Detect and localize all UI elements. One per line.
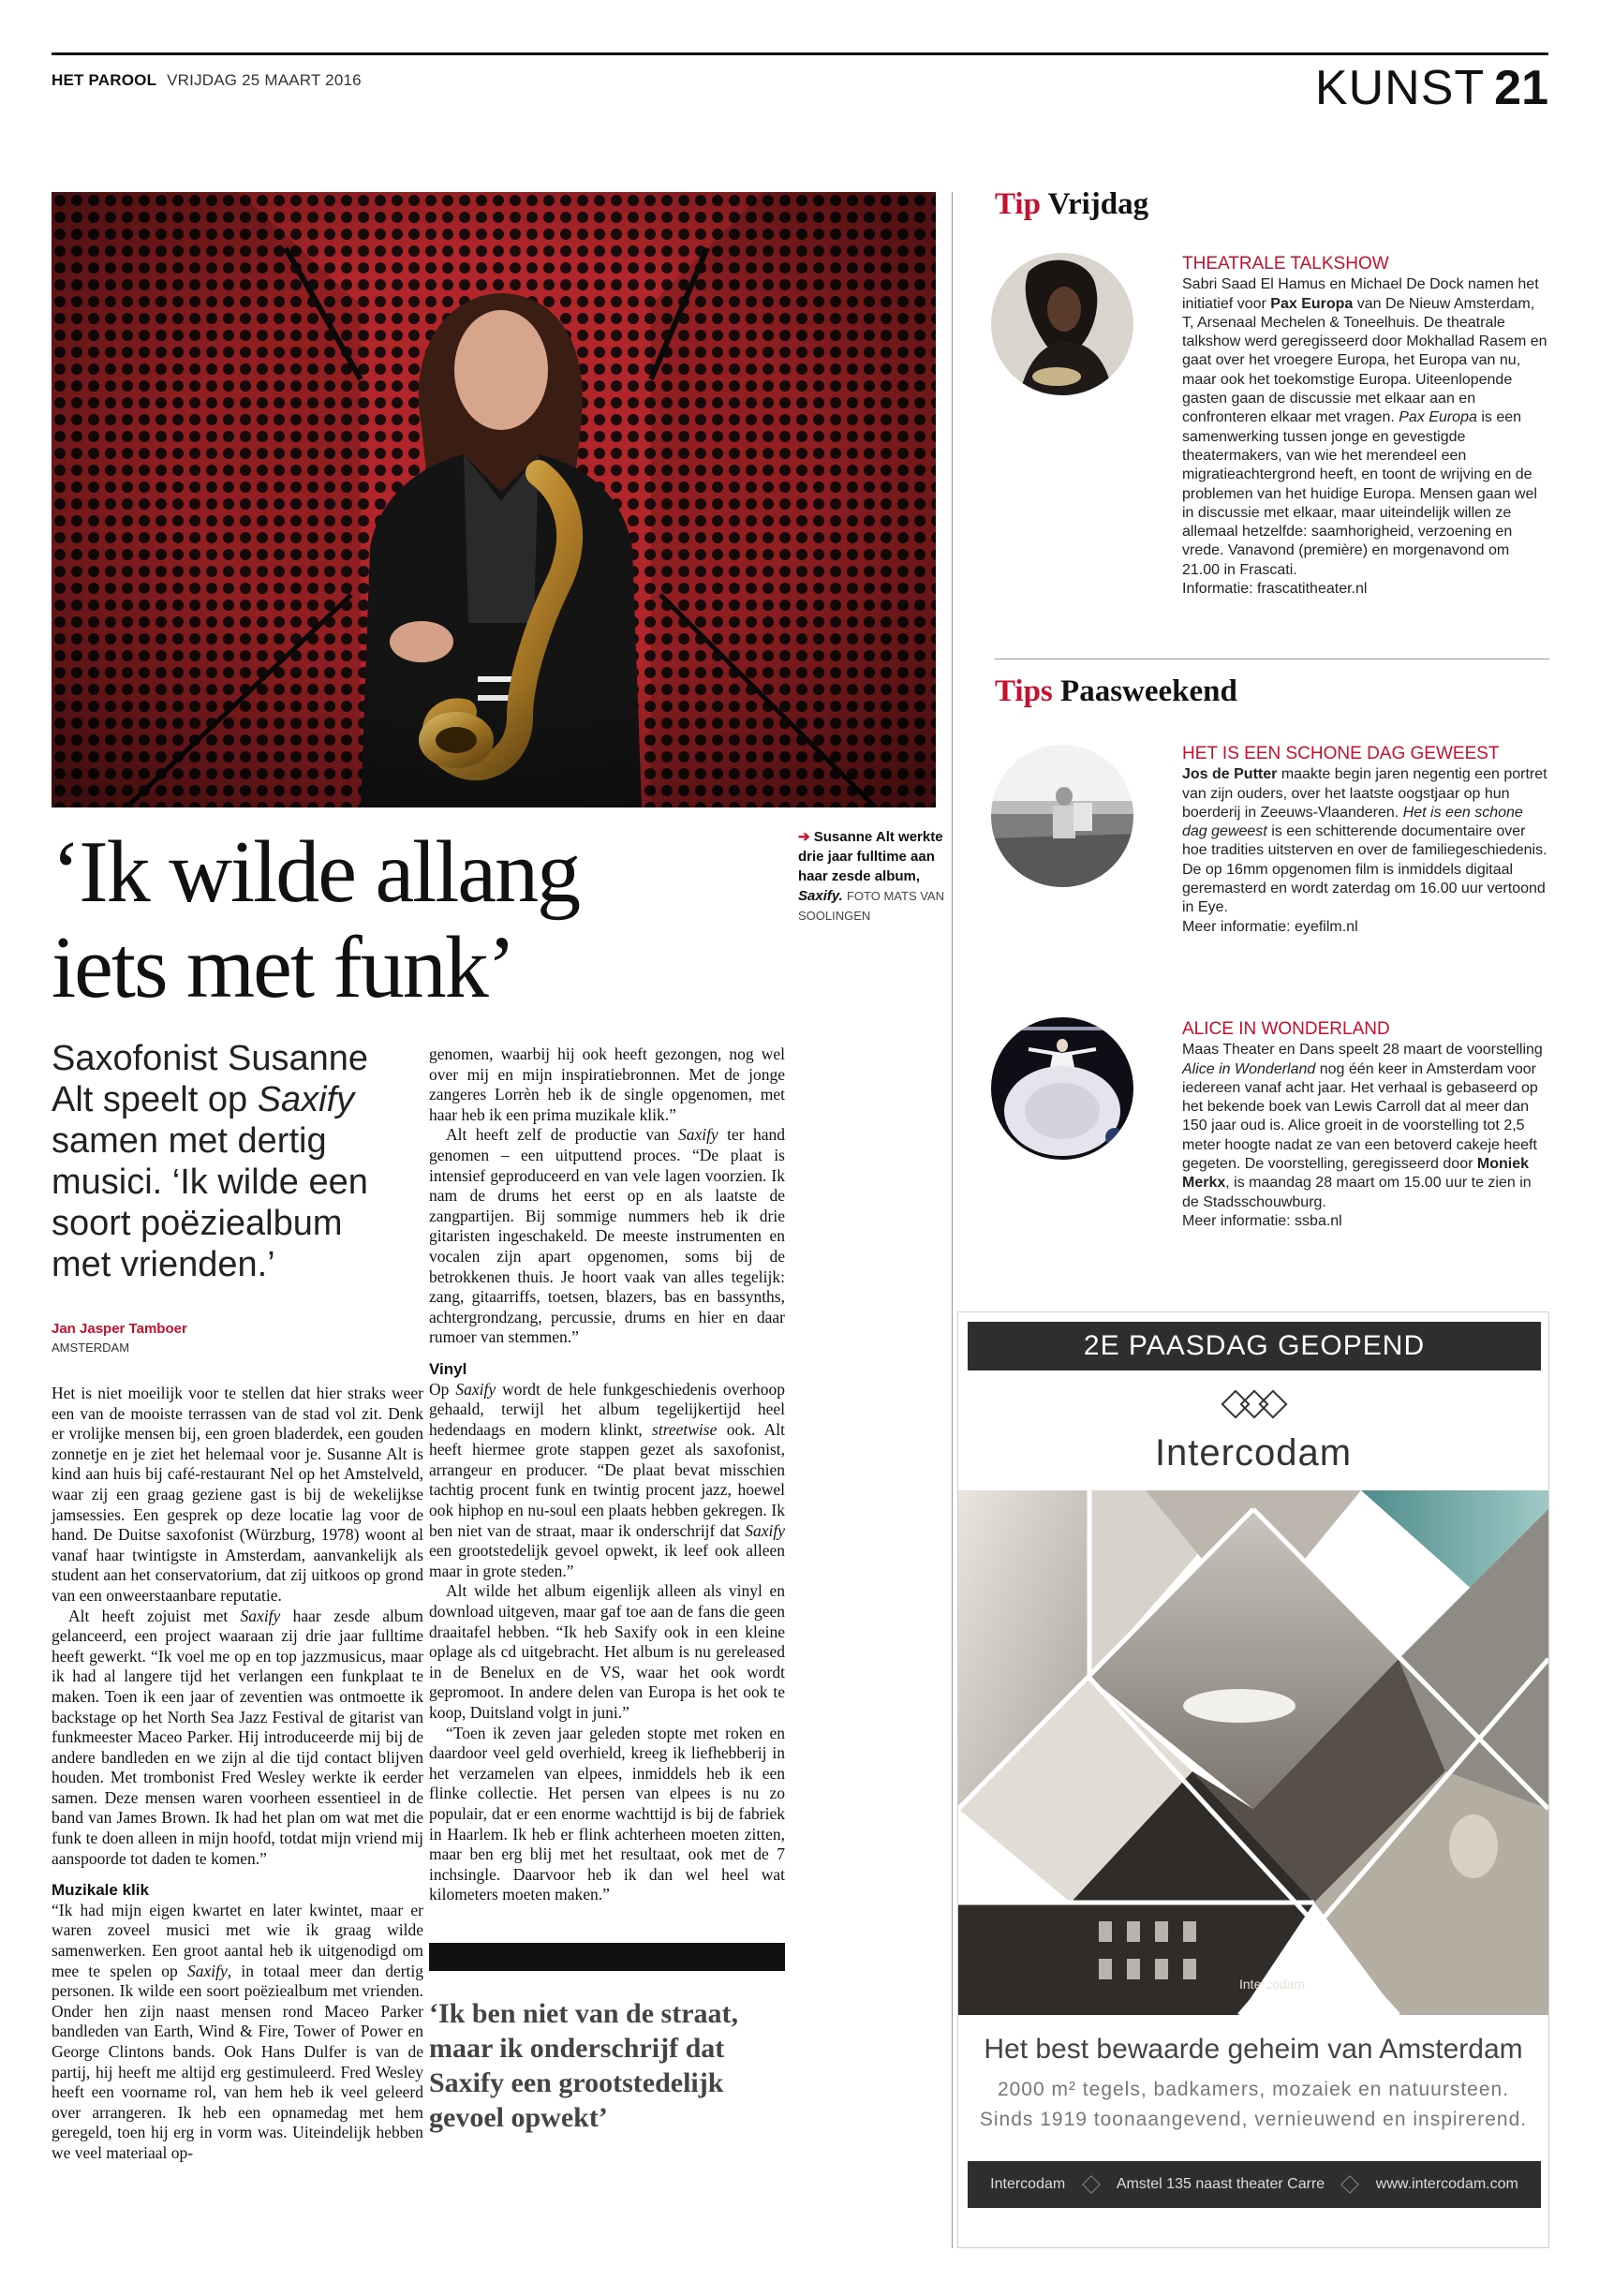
performer-photo <box>991 253 1133 395</box>
tip-photo-schone-dag <box>991 745 1133 887</box>
column-divider <box>952 192 953 2248</box>
tip-title: HET IS EEN SCHONE DAG GEWEEST <box>1182 744 1500 763</box>
tip-alice: ALICE IN WONDERLAND Maas Theater en Dans speelt 28 maart de voorstelling Alice in Wonderland nog één keer in Amsterdam voor iedereen vanaf acht jaar. Het verhaal is gebaseerd op het bekende boek van Lewis Carroll dat al meer dan 150 jaar oud is. Alice groeit in de voorstelling tot 2,5 meter hoogte nadat ze van een betoverd cakeje heeft gegeten. De voorstelling, geregisseerd door Moniek Merkx, is maandag 28 maart om 15.00 uur te zien in de Stadsschouwburg. Meer informatie: ssba.nl <box>1182 1020 1549 1231</box>
body-column-1 <box>52 1384 423 2164</box>
paper-name: HET PAROOL <box>52 71 157 89</box>
ad-brand: Intercodam <box>1154 1432 1353 1474</box>
caption-text: Susanne Alt werkte drie jaar fulltime aan haar zesde album, <box>798 829 943 884</box>
ad-photo-collage <box>958 1490 1548 2015</box>
standfirst-text-b: samen met dertig musici. ‘Ik wilde een soort poëziealbum met vrienden.’ <box>52 1121 368 1284</box>
paragraph: “Toen ik zeven jaar geleden stopte met roken en daardoor veel geld overhield, kreeg ik liefhebberij in het verzamelen van elpees, inmiddels heb ik een flinke collectie. Het persen van elpees is nu zo populair, dat er een enorme wachttijd is bij de fabriek in Haarlem. Ik heb er flink achterheen moeten zitten, maar ben erg blij met het resultaat, ook met de 7 inchsingle. Daarvoor heb ik dan wel heel wat kilometers moeten maken.” <box>429 1723 785 1904</box>
farm-photo <box>991 745 1133 887</box>
tip-photo-talkshow <box>991 253 1133 395</box>
section-name: KUNST <box>1314 61 1486 115</box>
alice-stage-photo <box>991 1017 1133 1160</box>
tip-label: Tips <box>995 674 1053 708</box>
intercodam-ad[interactable] <box>957 1311 1549 2248</box>
intercodam-logo-icon <box>1221 1389 1288 1431</box>
body-column-2 <box>429 1044 785 1905</box>
headline-line-2: iets met funk’ <box>52 919 515 1016</box>
caption-album: Saxify. <box>798 888 843 904</box>
standfirst <box>52 1038 389 1285</box>
tip-info-link[interactable]: Meer informatie: eyefilm.nl <box>1182 918 1358 935</box>
tip-day: Paasweekend <box>1060 674 1237 708</box>
tip-vrijdag-heading <box>995 187 1148 222</box>
standfirst-album: Saxify <box>257 1080 355 1119</box>
ad-footer-brand: Intercodam <box>990 2176 1066 2192</box>
section-header <box>1314 61 1548 115</box>
caption-arrow-icon: ➔ <box>798 829 810 845</box>
photo-caption <box>798 827 953 926</box>
tip-info-link[interactable]: Informatie: frascatitheater.nl <box>1182 581 1368 598</box>
issue-date: VRIJDAG 25 MAART 2016 <box>167 71 362 89</box>
paragraph: Alt wilde het album eigenlijk alleen als vinyl en download uitgeven, maar gaf toe aan de fans die geen draaitafel hebben. “Ik heb Saxify ook in een kleine oplage als cd uitgebracht. Het album is nu gereleased in de Benelux en de VS, waar het ook wordt gepromoot. In andere delen van Europa is het ook te koop, Duitsland volgt in juni.” <box>429 1581 785 1722</box>
paragraph: genomen, waarbij hij ook heeft gezongen, nog wel over mij en mijn inspiratiebronnen. Met de jonge zangeres Lorrèn heb ik de single opgenomen, met haar heb ik een prima muzikale klik.” <box>429 1044 785 1124</box>
dateline-place: AMSTERDAM <box>52 1341 130 1355</box>
diamond-separator-icon <box>1082 2175 1101 2194</box>
hero-photo <box>52 192 936 807</box>
pull-quote: ‘Ik ben niet van de straat, maar ik onderschrijf dat Saxify een grootstedelijk gevoel opwekt’ <box>429 1998 739 2133</box>
subhead-vinyl: Vinyl <box>429 1359 467 1378</box>
ad-slogan: Het best bewaarde geheim van Amsterdam <box>984 2034 1523 2065</box>
paragraph: “Ik had mijn eigen kwartet en later kwintet, maar er waren zoveel musici met wie ik graag wilde samenwerken. Een groot aantal heb ik uitgenodigd om mee te spelen op Saxify, in totaal meer dan dertig personen. Ik wilde een soort poëziealbum met vrienden. Onder hen zijn naast mensen rond Maceo Parker bandleden van Earth, Wind & Fire, Tower of Power en George Clintons bands. Ook Hans Dulfer is van de partij, hij heeft me altijd erg gestimuleerd. Fred Wesley heeft een voorname rol, van hem heb ik veel geleerd over arrangeren. Ik heb een opnamedag met hem geregeld, toen hij erg in vorm was. Uiteindelijk hebben we veel materiaal op- <box>52 1900 424 2162</box>
tip-schone-dag: HET IS EEN SCHONE DAG GEWEEST Jos de Putter maakte begin jaren negentig een portret van zijn ouders, over het laatste oogstjaar op hun boerderij in Zeeuws-Vlaanderen. Het is een schone dag geweest is een schitterende documentaire over hoe tradities uitsterven en over de familiegeschiedenis. De op 16mm opgenomen film is inmiddels digitaal geremasterd en wordt zaterdag om 16.00 uur vertoond in Eye. Meer informatie: eyefilm.nl <box>1182 745 1549 937</box>
photo-credit: FOTO MATS VAN SOOLINGEN <box>798 889 944 923</box>
standfirst-text-a: Saxofonist Susanne Alt speelt op <box>52 1039 369 1119</box>
page-number: 21 <box>1494 61 1548 115</box>
paragraph: Op Saxify wordt de hele funkgeschiedenis overhoop gehaald, terwijl het album tegelijkertijd heel hedendaags en modern klinkt, streetwise ook. Alt heeft hiermee grote stappen gezet als saxofonist, arrangeur en producer. “De plaat bevat misschien tachtig procent funk en twintig procent jazz, hoewel ook hiphop en nu-soul een plaats hebben gekregen. Ik ben niet van de straat, maar ik onderschrijf dat Saxify een grootstedelijk gevoel opwekt, ik leef ook alleen maar in grote steden.” <box>429 1379 786 1580</box>
diamond-separator-icon <box>1341 2175 1360 2194</box>
ad-footer-address: Amstel 135 naast theater Carre <box>1116 2176 1325 2192</box>
paragraph: Alt heeft zojuist met Saxify haar zesde album gelanceerd, een project waaraan zij drie jaar fulltime heeft gewerkt. “Ik voel me op en top jazzmusicus, maar ik had al langere tijd het verlangen een funkplaat te maken. Toen ik een jaar of zeventien was ontmoette ik backstage op het North Sea Jazz Festival de gitarist van funkmeester Maceo Parker. Hij introduceerde mij bij de andere bandleden en we zijn al die tijd contact blijven houden. Met trombonist Fred Wesley werkte ik eerder samen. Deze mensen waren voorheen essentieel in de band van James Brown. Ik had het plan om wat met die funk te doen alleen in mijn hoofd, totdat mijn vriend mij aanspoorde tot daden te komen.” <box>52 1606 424 1868</box>
building-sign: Intercodam <box>1239 1977 1306 1992</box>
byline <box>52 1321 187 1355</box>
tips-paasweekend-heading <box>995 674 1237 709</box>
tip-title: THEATRALE TALKSHOW <box>1182 254 1389 274</box>
headline <box>52 824 801 1015</box>
top-rule <box>52 52 1548 55</box>
ad-footer <box>968 2161 1541 2208</box>
author-name: Jan Jasper Tamboer <box>52 1321 187 1337</box>
ad-banner: 2E PAASDAG GEOPEND <box>968 1322 1541 1370</box>
ad-footer-website[interactable]: www.intercodam.com <box>1375 2176 1518 2192</box>
tip-info-link[interactable]: Meer informatie: ssba.nl <box>1182 1212 1342 1229</box>
ad-subline-2: Sinds 1919 toonaangevend, vernieuwend en inspirerend. <box>979 2109 1528 2130</box>
tip-day: Vrijdag <box>1047 187 1149 221</box>
paragraph: Het is niet moeilijk voor te stellen dat hier straks weer een van de mooiste terrassen van de stad vol zit. Denk er vrolijke mensen bij, een groen bladerdek, een gouden zonnetje en je ziet het helemaal voor je. Susanne Alt is kind aan huis bij café-restaurant Nel op het Amstelveld, waar zij een graag geziene gast is bij de wekelijkse jamsessies. Een gesprek op deze locatie lag voor de hand. De Duitse saxofonist (Würzburg, 1978) woont al vanaf haar twintigste in Amsterdam, aanvankelijk als student aan het conservatorium, dat zij uitkoos op grond van een onweerstaanbare reputatie. <box>52 1384 423 1605</box>
tip-label: Tip <box>995 187 1041 221</box>
subhead-muzikale-klik: Muzikale klik <box>52 1881 149 1900</box>
masthead <box>52 71 362 90</box>
tip-talkshow: THEATRALE TALKSHOW Sabri Saad El Hamus en Michael De Dock namen het initiatief voor Pax Europa van De Nieuw Amsterdam, T, Arsenaal Mechelen & Toneelhuis. De theatrale talkshow werd geregisseerd door Mokhallad Rasem en gaat over het vroegere Europa, het Europa van nu, maar ook het toekomstige Europa. Uiteenlopende gasten gaan de discussie met elkaar aan en confronteren elkaar met vragen. Pax Europa is een samenwerking tussen jonge en gevestigde theatermakers, van wie het merendeel een migratieachtergrond heeft, en toont de wrijving en de problemen van het huidige Europa. Mensen gaan wel in discussie met elkaar, maar uiteindelijk willen ze allemaal hetzelfde: saamhorigheid, verzoening en vrede. Vanavond (première) en morgenavond om 21.00 in Frascati. Informatie: frascatitheater.nl <box>1182 255 1549 599</box>
saxophonist-photo <box>52 192 936 807</box>
paragraph: Alt heeft zelf de productie van Saxify ter hand genomen – een uitputtend proces. “De plaat is intensief geproduceerd en van vele lagen voorzien. Ik nam de drums het eerst op en als laatste de zangpartijen. Bij sommige nummers heb ik drie gitaristen ingeschakeld. De meeste instrumenten en vocalen zijn apart opgenomen, soms bij de betrokkenen thuis. Je hoort vaak van alles tegelijk: zang, gitaarriffs, toetsen, blazers, bas en bassynths, achtergrondzang, percussie, drums en hier en daar rumoer van stemmen.” <box>429 1125 786 1347</box>
headline-line-1: ‘Ik wilde allang <box>52 823 580 921</box>
tip-photo-alice <box>991 1017 1133 1160</box>
tip-title: ALICE IN WONDERLAND <box>1182 1019 1390 1039</box>
pull-quote-bar <box>429 1943 785 1971</box>
ad-subline-1: 2000 m² tegels, badkamers, mozaiek en natuursteen. <box>997 2079 1510 2100</box>
